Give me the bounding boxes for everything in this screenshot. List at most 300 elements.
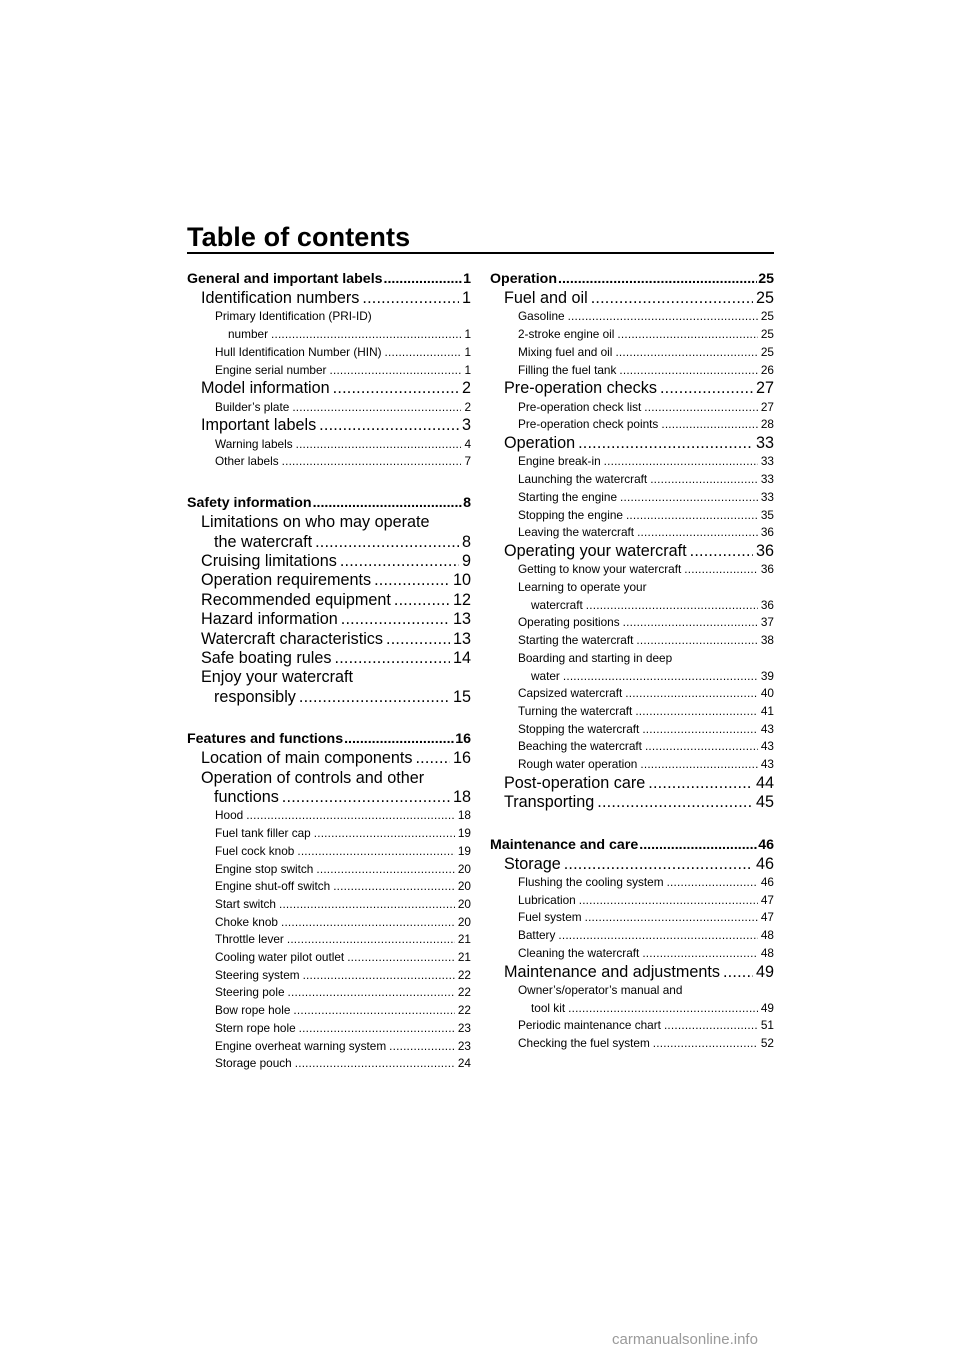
toc-entry[interactable] [187,1002,471,1020]
toc-page-number: 51 [760,1018,774,1033]
dot-leader [564,855,753,874]
dot-leader [313,494,463,513]
dot-leader [579,892,758,910]
toc-entry-title: Location of main components [201,749,413,768]
dot-leader [660,379,753,398]
toc-entry-line [504,434,774,453]
toc-entry-line [504,289,774,308]
toc-page-number: 20 [457,879,471,894]
toc-page-number: 10 [452,571,471,590]
toc-entry-line [518,892,774,910]
toc-entry[interactable] [490,650,774,685]
toc-page-number: 9 [461,551,471,570]
toc-entry-line [215,825,471,843]
toc-entry[interactable] [490,909,774,927]
toc-entry-line [201,552,471,571]
toc-entry[interactable] [490,614,774,632]
toc-entry-line [518,614,774,632]
toc-entry-title: Post-operation care [504,773,646,792]
toc-page-number: 12 [452,590,471,609]
toc-entry-title: Bow rope hole [215,1003,291,1018]
toc-entry[interactable] [187,967,471,985]
toc-page-number: 8 [461,532,471,551]
toc-entry-line [215,949,471,967]
toc-entry-line [201,610,471,629]
toc-entry-line [215,344,471,362]
toc-entry-line [215,861,471,879]
dot-leader [648,774,753,793]
toc-entry-title: Rough water operation [518,757,638,772]
toc-entry[interactable] [490,507,774,525]
toc-entry[interactable] [187,494,471,513]
toc-entry-line [518,399,774,417]
toc-entry-title: Stopping the watercraft [518,721,640,736]
toc-entry-line [201,591,471,610]
toc-entry-title: Launching the watercraft [518,472,648,487]
toc-entry-title: Steering pole [215,985,285,1000]
dot-leader [329,362,461,380]
toc-entry[interactable] [187,931,471,949]
toc-entry-title: Safe boating rules [201,648,332,667]
toc-page-number: 28 [760,417,774,432]
toc-entry-line [201,749,471,768]
toc-entry-title: Engine stop switch [215,861,314,876]
toc-entry-line [187,494,471,513]
toc-entry-title: Leaving the watercraft [518,525,635,540]
toc-entry[interactable] [187,289,471,308]
toc-entry[interactable] [187,362,471,380]
toc-entry-title: Fuel system [518,910,582,925]
toc-entry[interactable] [187,610,471,629]
toc-entry[interactable] [187,949,471,967]
toc-entry[interactable] [490,489,774,507]
toc-page-number: 21 [457,932,471,947]
dot-leader [667,874,758,892]
toc-entry[interactable] [490,362,774,380]
toc-entry[interactable] [490,892,774,910]
toc-entry-line [490,270,774,289]
toc-entry-title: Pre-operation check list [518,399,642,414]
toc-entry-title: Watercraft characteristics [201,629,383,648]
toc-entry[interactable] [490,326,774,344]
toc-entry-line [518,362,774,380]
toc-page-number: 25 [760,327,774,342]
toc-page-number: 8 [463,495,471,512]
toc-entry[interactable] [490,1035,774,1053]
dot-leader [684,561,758,579]
toc-entry[interactable] [187,1055,471,1073]
toc-entry[interactable] [490,308,774,326]
toc-entry-line [215,843,471,861]
toc-entry[interactable] [490,738,774,756]
toc-entry[interactable] [490,793,774,812]
toc-entry[interactable] [187,308,471,343]
toc-entry[interactable] [490,855,774,874]
dot-leader [341,610,450,629]
toc-entry-title: Pre-operation check points [518,417,659,432]
toc-entry[interactable] [490,471,774,489]
toc-page-number: 13 [452,629,471,648]
toc-entry[interactable] [187,878,471,896]
dot-leader [389,1038,455,1056]
toc-entry[interactable] [187,344,471,362]
toc-page-number: 16 [452,749,471,768]
toc-entry[interactable] [187,1020,471,1038]
toc-page-number: 41 [760,703,774,718]
toc-entry-title: Engine overheat warning system [215,1038,387,1053]
toc-entry-line [504,774,774,793]
dot-leader [644,399,758,417]
toc-page-number: 4 [464,436,471,451]
toc-entry-title: Boarding and starting in deep [518,650,673,665]
toc-page-number: 18 [452,788,471,807]
toc-entry[interactable] [490,379,774,398]
dot-leader [625,685,758,703]
dot-leader [664,1017,758,1035]
toc-page-number: 22 [457,967,471,982]
toc-entry-title: Model information [201,379,330,398]
toc-entry-line [201,630,471,649]
toc-entry[interactable] [490,434,774,453]
toc-entry-line [518,561,774,579]
toc-page-number: 47 [760,910,774,925]
toc-entry-title: Operating positions [518,615,620,630]
dot-leader [642,721,758,739]
toc-page-number: 48 [760,945,774,960]
dot-leader [333,379,459,398]
dot-leader [661,416,758,434]
toc-entry-line [518,756,774,774]
toc-entry[interactable] [490,703,774,721]
toc-entry-title: Periodic maintenance chart [518,1018,661,1033]
toc-entry-line [518,721,774,739]
toc-entry-line [518,344,774,362]
toc-page-number: 37 [760,615,774,630]
toc-entry-title: Important labels [201,416,317,435]
toc-column-right [490,270,774,1053]
toc-entry[interactable] [187,861,471,879]
toc-page-number: 46 [760,875,774,890]
toc-entry-line [518,1017,774,1035]
dot-leader [585,909,758,927]
dot-leader [292,399,461,417]
toc-entry[interactable] [490,982,774,1017]
toc-page-number: 16 [455,731,471,748]
dot-leader [639,836,757,855]
toc-entry[interactable] [187,399,471,417]
toc-entry-title: Storage pouch [215,1056,292,1071]
toc-entry-line [518,453,774,471]
toc-page-number: 23 [457,1038,471,1053]
toc-entry-title-continued: tool kit [531,1000,566,1015]
toc-entry-title: Fuel and oil [504,289,588,307]
dot-leader [374,571,450,590]
dot-leader [636,632,757,650]
toc-entry[interactable] [187,914,471,932]
toc-entry-title: Turning the watercraft [518,703,633,718]
toc-page-number: 3 [461,416,471,435]
toc-entry-title: Other labels [215,454,279,469]
toc-page-number: 33 [760,472,774,487]
toc-entry-title: Warning labels [215,436,293,451]
toc-entry[interactable] [187,513,471,552]
dot-leader [282,788,450,807]
toc-entry[interactable] [187,416,471,435]
toc-entry[interactable] [490,756,774,774]
dot-leader [415,749,450,768]
toc-entry-line [518,703,774,721]
toc-entry-line [518,632,774,650]
toc-page-number: 45 [755,793,774,812]
dot-leader [568,1000,758,1018]
toc-entry-title: Start switch [215,896,276,911]
toc-page-number: 48 [760,928,774,943]
toc-entry[interactable] [490,453,774,471]
toc-page-number: 52 [760,1036,774,1051]
toc-entry[interactable] [187,825,471,843]
toc-entry[interactable] [490,945,774,963]
toc-entry-title: Features and functions [187,731,344,748]
toc-entry-line [518,308,774,326]
toc-page-number: 2 [464,399,471,414]
dot-leader [615,344,757,362]
toc-entry-title: Safety information [187,495,312,512]
dot-leader [293,1002,454,1020]
toc-entry-title: Starting the engine [518,489,618,504]
toc-page-number: 33 [755,434,774,453]
toc-entry-line [201,571,471,590]
dot-leader [563,668,758,686]
dot-leader [591,289,753,308]
toc-entry[interactable] [187,436,471,454]
dot-leader [295,1055,455,1073]
toc-page-number: 7 [464,454,471,469]
toc-entry-title: Choke knob [215,914,278,929]
dot-leader [620,489,758,507]
dot-leader [362,289,459,308]
toc-entry[interactable] [490,685,774,703]
dot-leader [386,630,450,649]
toc-entry[interactable] [187,807,471,825]
toc-entry-line [215,436,471,454]
toc-entry[interactable] [187,453,471,471]
toc-page-number: 1 [464,344,471,359]
toc-entry-line [518,1035,774,1053]
toc-entry-title: Mixing fuel and oil [518,344,613,359]
toc-entry[interactable] [490,542,774,561]
toc-page-number: 38 [760,633,774,648]
toc-page-number: 36 [760,562,774,577]
toc-entry-line [215,1020,471,1038]
toc-entry[interactable] [490,874,774,892]
toc-page-number: 20 [457,861,471,876]
toc-page-number: 24 [457,1056,471,1071]
toc-entry-line [504,963,774,982]
dot-leader [287,931,455,949]
dot-leader [297,843,455,861]
toc-entry[interactable] [490,774,774,793]
toc-entry-title: Maintenance and adjustments [504,962,720,981]
dot-leader [344,730,454,749]
toc-entry[interactable] [187,591,471,610]
toc-entry-title: Engine shut-off switch [215,879,331,894]
dot-leader [558,927,758,945]
dot-leader [619,362,758,380]
toc-entry-line [518,524,774,542]
toc-entry-line [518,738,774,756]
dot-leader [279,896,455,914]
toc-entry-line [518,597,774,615]
dot-leader [303,967,455,985]
toc-entry-line [201,533,471,552]
toc-entry[interactable] [187,379,471,398]
toc-entry-title: Filling the fuel tank [518,362,617,377]
toc-entry-title: Cooling water pilot outlet [215,950,345,965]
toc-entry-line [215,914,471,932]
toc-entry[interactable] [490,344,774,362]
toc-entry-title: Identification numbers [201,289,360,307]
toc-entry-line [518,1000,774,1018]
toc-entry[interactable] [490,524,774,542]
toc-entry-line [518,685,774,703]
toc-entry[interactable] [187,270,471,289]
toc-entry-title: 2-stroke engine oil [518,327,615,342]
toc-page-number: 26 [760,362,774,377]
toc-entry[interactable] [490,721,774,739]
toc-entry-title: Battery [518,928,556,943]
toc-entry[interactable] [490,416,774,434]
toc-entry-title: Operation requirements [201,571,372,590]
toc-entry[interactable] [187,749,471,768]
dot-leader [578,434,753,453]
dot-leader [333,878,455,896]
dot-leader [586,597,758,615]
toc-entry[interactable] [490,579,774,614]
toc-entry-title: Flushing the cooling system [518,875,664,890]
toc-page-number: 20 [457,896,471,911]
toc-entry-line [490,836,774,855]
toc-entry[interactable] [187,571,471,590]
toc-page-number: 47 [760,892,774,907]
dot-leader [617,326,757,344]
toc-page-number: 46 [758,836,774,853]
toc-entry-line [201,649,471,668]
dot-leader [690,542,753,561]
toc-entry-line [518,668,774,686]
toc-page-number: 25 [758,271,774,287]
toc-page-number: 27 [760,399,774,414]
toc-entry-title: Starting the watercraft [518,633,634,648]
toc-page-number: 20 [457,914,471,929]
toc-entry[interactable] [490,963,774,982]
toc-entry-title-continued: responsibly [214,687,296,706]
toc-entry-line [504,542,774,561]
toc-entry-line [215,896,471,914]
toc-entry-title: Operation of controls and other [201,768,425,787]
toc-page-number: 25 [760,309,774,324]
toc-entry[interactable] [490,1017,774,1035]
toc-entry[interactable] [187,668,471,707]
toc-page-number: 1 [463,271,471,287]
toc-entry[interactable] [187,649,471,668]
toc-page-number: 33 [760,454,774,469]
dot-leader [645,738,758,756]
toc-entry-line [518,416,774,434]
dot-leader [635,703,758,721]
toc-page-number: 49 [755,962,774,981]
dot-leader [653,1035,758,1053]
toc-entry-title: Engine break-in [518,454,601,469]
toc-entry[interactable] [490,927,774,945]
dot-leader [288,984,455,1002]
toc-page-number: 36 [755,541,774,560]
dot-leader [319,416,459,435]
toc-entry-title: Lubrication [518,892,576,907]
toc-entry-title: Operation [490,271,558,287]
toc-entry-line [215,326,471,344]
toc-entry-line [504,793,774,812]
toc-entry[interactable] [187,984,471,1002]
toc-entry-line [215,878,471,896]
dot-leader [335,649,450,668]
toc-page-number: 25 [760,344,774,359]
toc-entry-title: Limitations on who may operate [201,513,430,532]
toc-entry-line [518,326,774,344]
toc-entry-title: Operation [504,434,576,453]
toc-entry-line [187,270,471,289]
toc-entry[interactable] [187,843,471,861]
toc-entry-title: Storage [504,854,561,873]
toc-page-number: 43 [760,721,774,736]
toc-entry-title-continued: the watercraft [214,532,313,551]
toc-entry[interactable] [187,769,471,808]
toc-column-left [187,270,471,1073]
dot-leader [296,436,462,454]
toc-page-number: 33 [760,489,774,504]
toc-entry-title: Engine serial number [215,362,327,377]
toc-entry[interactable] [187,630,471,649]
toc-entry-title-continued: functions [214,788,279,807]
toc-entry[interactable] [187,730,471,749]
toc-entry-title: Stern rope hole [215,1020,296,1035]
dot-leader [626,507,758,525]
toc-page-number: 14 [452,648,471,667]
toc-entry[interactable] [490,289,774,308]
toc-entry[interactable] [187,896,471,914]
dot-leader [597,793,753,812]
toc-page-number: 36 [760,597,774,612]
toc-page-number: 21 [457,950,471,965]
toc-entry[interactable] [490,632,774,650]
toc-page-number: 19 [457,826,471,841]
toc-entry-title: Recommended equipment [201,590,391,609]
dot-leader [723,963,753,982]
dot-leader [637,524,758,542]
toc-entry[interactable] [187,552,471,571]
toc-entry[interactable] [187,1038,471,1056]
toc-entry-title: Fuel cock knob [215,843,295,858]
toc-entry[interactable] [490,836,774,855]
dot-leader [340,552,459,571]
toc-entry-line [518,507,774,525]
toc-entry-line [215,362,471,380]
toc-entry-line [518,471,774,489]
toc-entry[interactable] [490,561,774,579]
toc-entry[interactable] [490,270,774,289]
toc-entry[interactable] [490,399,774,417]
toc-entry-title-continued: water [531,668,560,683]
toc-entry-title: General and important labels [187,271,383,287]
